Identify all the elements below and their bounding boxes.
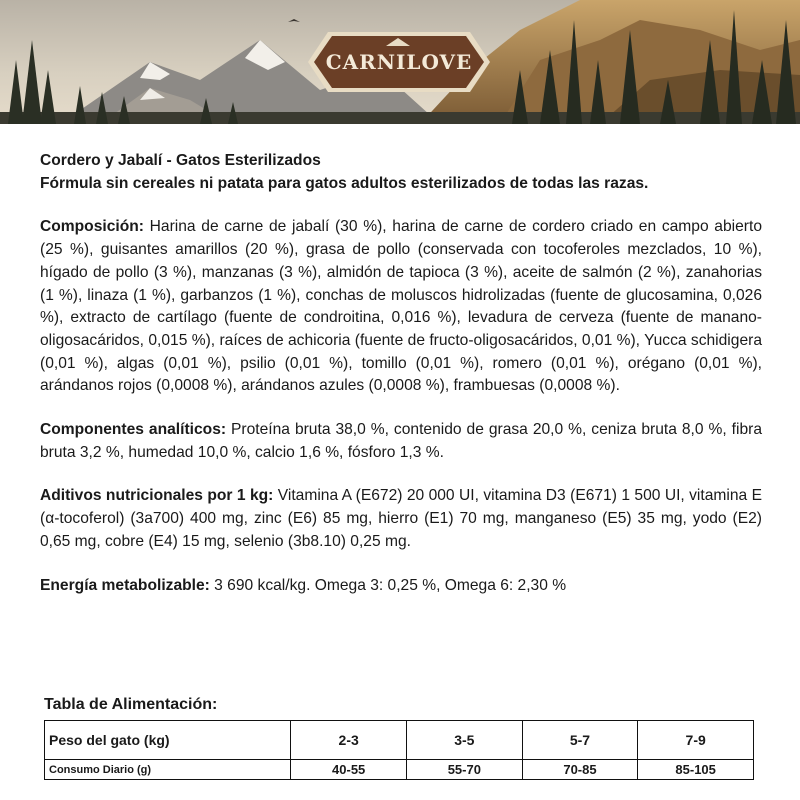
feeding-table: [44, 720, 754, 780]
intake-cell: 70-85: [522, 760, 638, 780]
feeding-table-title: Tabla de Alimentación:: [44, 696, 218, 713]
composition-text: Harina de carne de jabalí (30 %), harina de carne de cordero criado en campo abierto (25 %), guisantes amarillos (20 %), grasa de pollo (conservada con tocoferoles mezclados, 10 %), hígado de pollo (3 %), manzanas (3 %), almidón de tapioca (3 %), aceite de salmón (2 %), zanahorias (1 %), linaza (1 %), garbanzos (1 %), conchas de moluscos hidrolizadas (fuente de glucosamina, 0,026 %), extracto de cartílago (fuente de condroitina, 0,016 %), levadura de cerveza (fuente de manano-oligosacáridos, 0,015 %), raíces de achicoria (fuente de fructo-oligosacáridos, 0,01 %), Yucca schidigera (0,01 %), algas (0,01 %), psilio (0,01 %), tomillo (0,01 %), romero (0,01 %), orégano (0,01 %), arándanos rojos (0,0008 %), arándanos azules (0,0008 %), frambuesas (0,0008 %).: [40, 218, 762, 395]
analytical-section: [40, 419, 762, 464]
analytical-label: Componentes analíticos:: [40, 421, 227, 439]
intake-cell: 40-55: [291, 760, 407, 780]
daily-intake-label: Consumo Diario (g): [45, 760, 291, 780]
brand-logo: [306, 26, 492, 98]
intake-cell: 85-105: [638, 760, 754, 780]
composition-section: [40, 216, 762, 398]
composition-label: Composición:: [40, 218, 144, 236]
energy-label: Energía metabolizable:: [40, 576, 210, 594]
logo-text: CARNILOVE: [325, 50, 473, 74]
additives-text: Vitamina A (E672) 20 000 UI, vitamina D3 (E671) 1 500 UI, vitamina E (α-tocoferol) (3a700) 400 mg, zinc (E6) 85 mg, hierro (E1) 70 mg, manganeso (E5) 35 mg, yodo (E2) 0,65 mg, cobre (E4) 15 mg, selenio (3b8.10) 0,25 mg.: [40, 487, 763, 550]
weight-row: [45, 721, 754, 760]
additives-section: [40, 485, 762, 553]
weight-cell: 7-9: [638, 721, 754, 760]
weight-cell: 5-7: [522, 721, 638, 760]
weight-cell: 2-3: [291, 721, 407, 760]
weight-label: Peso del gato (kg): [45, 721, 291, 760]
intake-cell: 55-70: [406, 760, 522, 780]
analytical-text: Proteína bruta 38,0 %, contenido de grasa 20,0 %, ceniza bruta 8,0 %, fibra bruta 3,2 %, humedad 10,0 %, calcio 1,6 %, fósforo 1,3 %.: [40, 421, 762, 461]
additives-label: Aditivos nutricionales por 1 kg:: [40, 487, 274, 505]
product-description: [40, 150, 762, 597]
weight-cell: 3-5: [406, 721, 522, 760]
header-banner: [0, 0, 800, 124]
product-subtitle: Fórmula sin cereales ni patata para gatos adultos esterilizados de todas las razas.: [40, 174, 649, 192]
energy-text: 3 690 kcal/kg. Omega 3: 0,25 %, Omega 6: 2,30 %: [209, 576, 567, 594]
product-title: Cordero y Jabalí - Gatos Esterilizados: [40, 152, 321, 169]
daily-intake-row: [45, 760, 754, 780]
energy-section: [40, 575, 762, 598]
